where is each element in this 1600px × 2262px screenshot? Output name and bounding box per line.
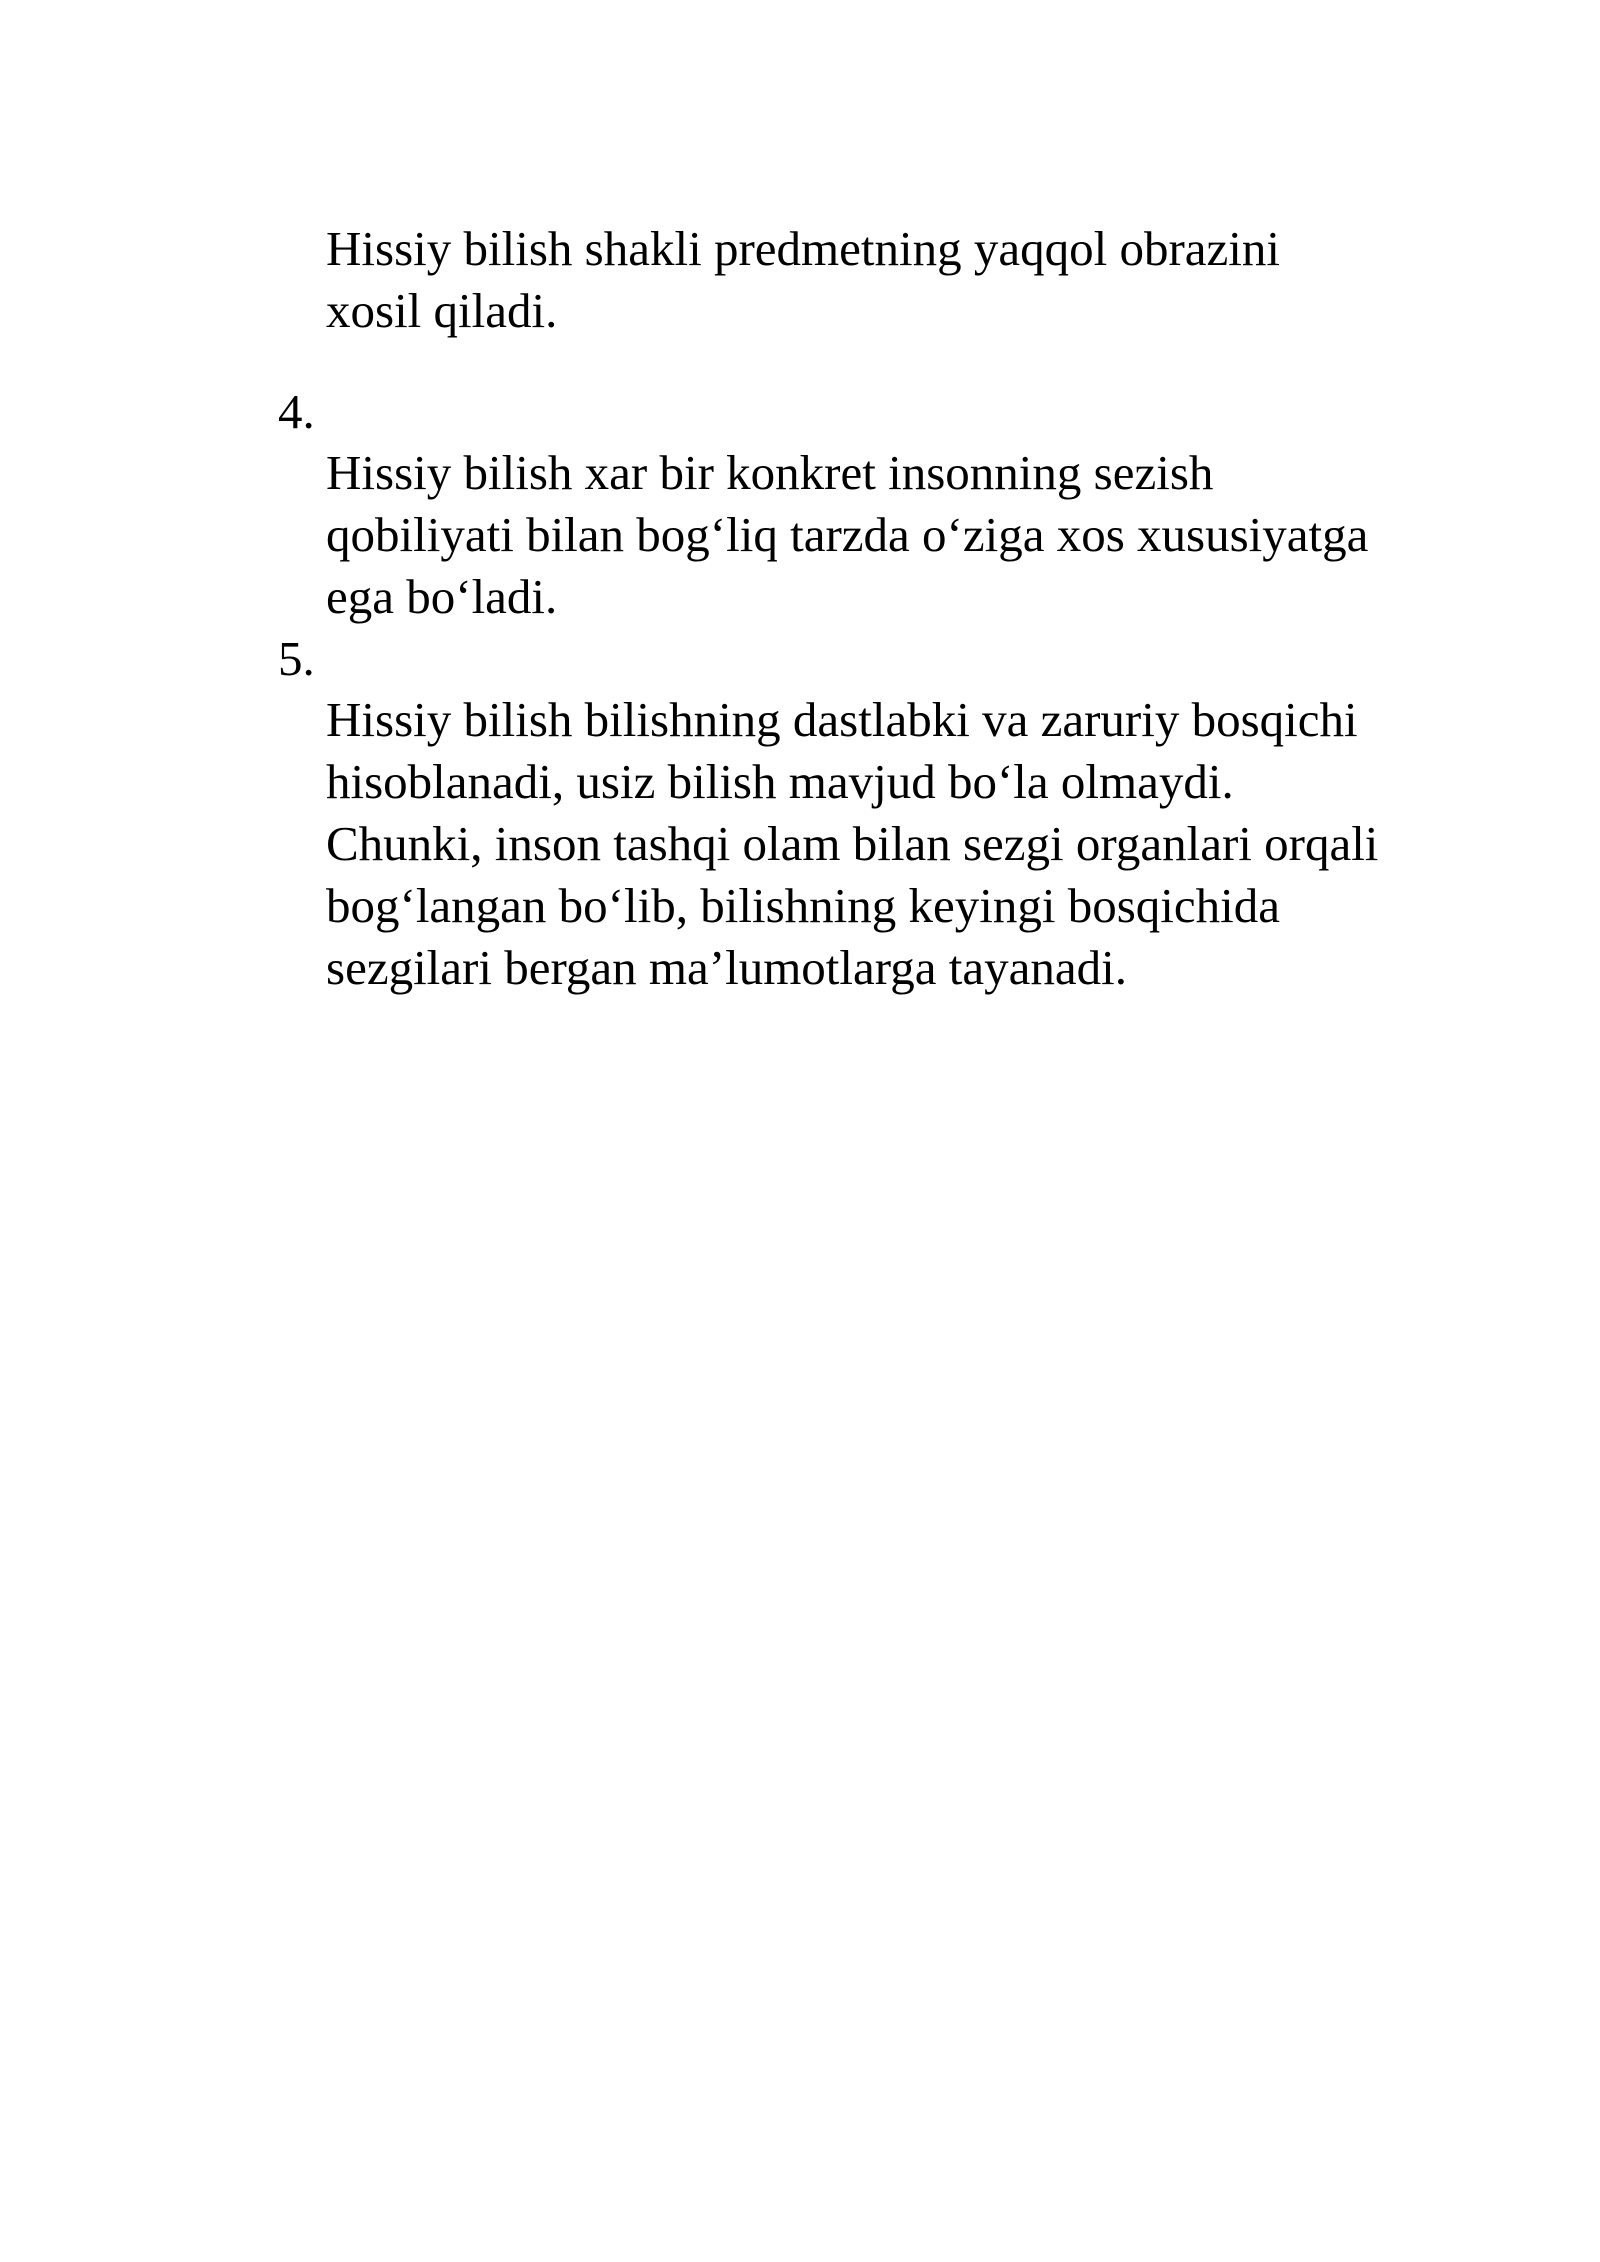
list-item-text: Hissiy bilish xar bir konkret insonning sezish qobiliyati bilan bog‘liq tarzda o‘ziga xos xususiyatga ega bo‘ladi. bbox=[326, 445, 1369, 624]
list-item-number: 5. bbox=[278, 631, 315, 686]
list-item-text: Hissiy bilish bilishning dastlabki va zaruriy bosqichi hisoblanadi, usiz bilish mavjud bo‘la olmaydi. Chunki, inson tashqi olam bilan sezgi organlari orqali bog‘langan bo‘lib, bilishning keyingi bosqichida sezgilari bergan ma’lumotlarga tayanadi. bbox=[326, 692, 1379, 995]
list-item-number: 4. bbox=[278, 384, 315, 439]
list-item-text: Hissiy bilish shakli predmetning yaqqol obrazini xosil qiladi. bbox=[326, 221, 1281, 338]
